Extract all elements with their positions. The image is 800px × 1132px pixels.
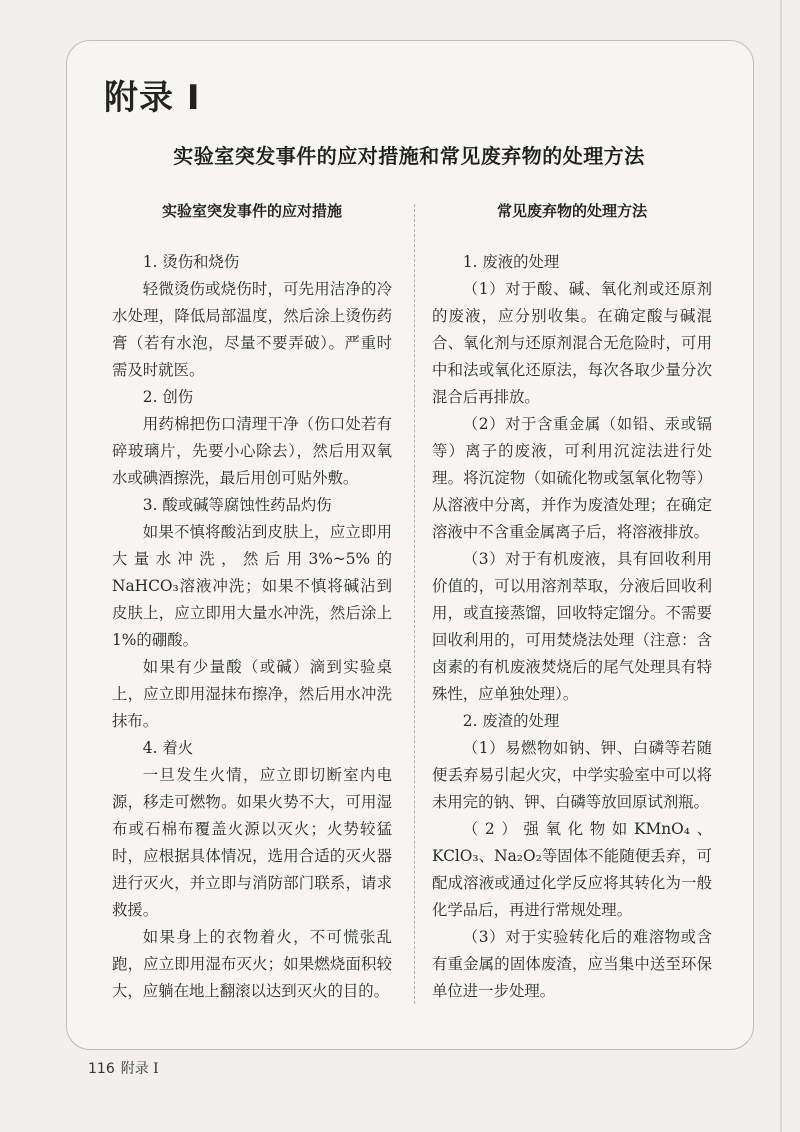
section-heading: 2. 废渣的处理 xyxy=(462,712,560,730)
section-heading: 1. 废液的处理 xyxy=(462,253,560,271)
column-divider xyxy=(414,204,415,1004)
right-column xyxy=(432,200,712,1005)
paragraph: （1）对于酸、碱、氧化剂或还原剂的废液，应分别收集。在确定酸与碱混合、氧化剂与还原剂混合无危险时，可用中和法或氧化还原法，每次各取少量分次混合后再排放。 xyxy=(432,280,712,406)
page-title: 实验室突发事件的应对措施和常见废弃物的处理方法 xyxy=(173,144,645,168)
page-number: 116 xyxy=(88,1061,115,1077)
section-heading: 4. 着火 xyxy=(142,739,194,757)
section-heading: 1. 烫伤和烧伤 xyxy=(142,253,240,271)
paragraph: 轻微烫伤或烧伤时，可先用洁净的冷水处理，降低局部温度，然后涂上烫伤药膏（若有水泡，尽量不要弄破）。严重时需及时就医。 xyxy=(112,280,392,379)
paragraph: （2）强氧化物如KMnO₄、KClO₃、Na₂O₂等固体不能随便丢弃，可配成溶液或通过化学反应将其转化为一般化学品后，再进行常规处理。 xyxy=(432,820,712,919)
paragraph: 如果不慎将酸沾到皮肤上，应立即用大量水冲洗，然后用3%~5%的NaHCO₃溶液冲洗；如果不慎将碱沾到皮肤上，应立即用大量水冲洗，然后涂上1%的硼酸。 xyxy=(112,523,392,649)
paragraph: 如果身上的衣物着火，不可慌张乱跑，应立即用湿布灭火；如果燃烧面积较大，应躺在地上翻滚以达到灭火的目的。 xyxy=(112,928,392,1000)
paragraph: （3）对于实验转化后的难溶物或含有重金属的固体废渣，应当集中送至环保单位进一步处理。 xyxy=(432,928,712,1000)
section-heading: 3. 酸或碱等腐蚀性药品灼伤 xyxy=(142,496,332,514)
paragraph: （1）易燃物如钠、钾、白磷等若随便丢弃易引起火灾，中学实验室中可以将未用完的钠、钾、白磷等放回原试剂瓶。 xyxy=(432,739,712,811)
page-footer xyxy=(88,1058,159,1078)
footer-label: 附录 I xyxy=(120,1061,159,1077)
paragraph: 如果有少量酸（或碱）滴到实验桌上，应立即用湿抹布擦净，然后用水冲洗抹布。 xyxy=(112,658,392,730)
appendix-heading: 附录 I xyxy=(104,78,201,118)
book-spine-line xyxy=(780,0,782,1132)
paragraph: （3）对于有机废液，具有回收利用价值的，可以用溶剂萃取，分液后回收利用，或直接蒸馏，回收特定馏分。不需要回收利用的，可用焚烧法处理（注意：含卤素的有机废液焚烧后的尾气处理具有特殊性，应单独处理）。 xyxy=(432,550,712,703)
right-column-title: 常见废弃物的处理方法 xyxy=(496,202,647,220)
paragraph: （2）对于含重金属（如铅、汞或镉等）离子的废液，可利用沉淀法进行处理。将沉淀物（如硫化物或氢氧化物等）从溶液中分离，并作为废渣处理；在确定溶液中不含重金属离子后，将溶液排放。 xyxy=(432,415,712,541)
section-heading: 2. 创伤 xyxy=(142,388,194,406)
left-column xyxy=(112,200,392,1005)
left-column-title: 实验室突发事件的应对措施 xyxy=(161,202,342,220)
paragraph: 一旦发生火情，应立即切断室内电源，移走可燃物。如果火势不大，可用湿布或石棉布覆盖火源以灭火；火势较猛时，应根据具体情况，选用合适的灭火器进行灭火，并立即与消防部门联系，请求救援。 xyxy=(112,766,392,919)
paragraph: 用药棉把伤口清理干净（伤口处若有碎玻璃片，先要小心除去），然后用双氧水或碘酒擦洗，最后用创可贴外敷。 xyxy=(112,415,392,487)
